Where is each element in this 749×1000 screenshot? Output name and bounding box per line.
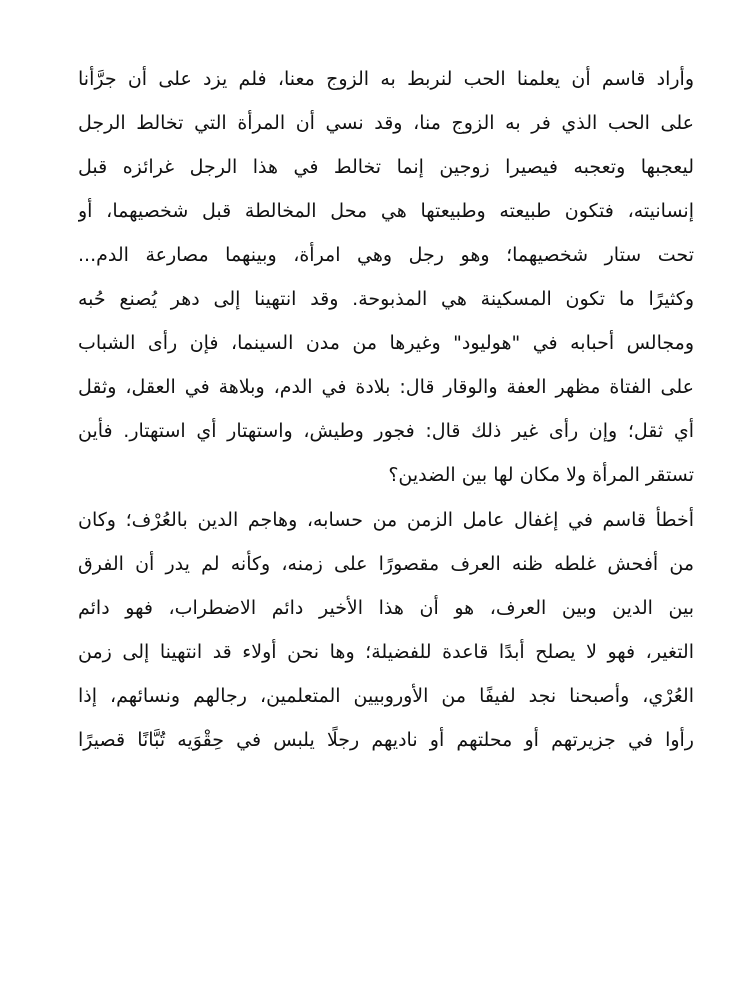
- paragraph-line: تحت ستار شخصيهما؛ وهو رجل وهي امرأة، وبينهما مصارعة الدم...: [78, 244, 694, 266]
- paragraph-line: العُرْي، وأصبحنا نجد لفيفًا من الأوروبيين المتعلمين، رجالهم ونسائهم، إذا: [78, 685, 694, 707]
- paragraph-line: بين الدين وبين العرف، هو أن هذا الأخير دائم الاضطراب، فهو دائم: [78, 597, 694, 619]
- paragraph-line: على الفتاة مظهر العفة والوقار قال: بلادة في الدم، وبلاهة في العقل، وثقل: [78, 376, 694, 398]
- paragraph-line: التغير، فهو لا يصلح أبدًا قاعدة للفضيلة؛ وها نحن أولاء قد انتهينا إلى زمن: [78, 641, 694, 663]
- paragraph-line: إنسانيته، فتكون طبيعته وطبيعتها هي محل المخالطة قبل شخصيهما، أو: [78, 200, 694, 222]
- paragraph-line: وكثيرًا ما تكون المسكينة هي المذبوحة. وقد انتهينا إلى دهر يُصنع حُبه: [78, 288, 694, 310]
- paragraph-line: تستقر المرأة ولا مكان لها بين الضدين؟: [388, 464, 694, 486]
- paragraph-line: أخطأ قاسم في إغفال عامل الزمن من حسابه، وهاجم الدين بالعُرْف؛ وكان: [78, 509, 694, 531]
- paragraph-line: وأراد قاسم أن يعلمنا الحب لنربط به الزوج معنا، فلم يزد على أن جرَّأنا: [78, 68, 694, 90]
- paragraph-line: على الحب الذي فر به الزوج منا، وقد نسي أن المرأة التي تخالط الرجل: [78, 112, 694, 134]
- paragraph-line: ومجالس أحبابه في "هوليود" وغيرها من مدن السينما، فإن رأى الشباب: [78, 332, 694, 354]
- paragraph-line: ليعجبها وتعجبه فيصيرا زوجين إنما تخالط في هذا الرجل غرائزه قبل: [78, 156, 694, 178]
- paragraph-line: رأوا في جزيرتهم أو محلتهم أو ناديهم رجلًا يلبس في حِقْوَيه تُبَّانًا قصيرًا: [78, 729, 694, 751]
- paragraph-line: أي ثقل؛ وإن رأى غير ذلك قال: فجور وطيش، واستهتار أي استهتار. فأين: [78, 420, 694, 442]
- paragraph-line: من أفحش غلطه ظنه العرف مقصورًا على زمنه، وكأنه لم يدر أن الفرق: [78, 553, 694, 575]
